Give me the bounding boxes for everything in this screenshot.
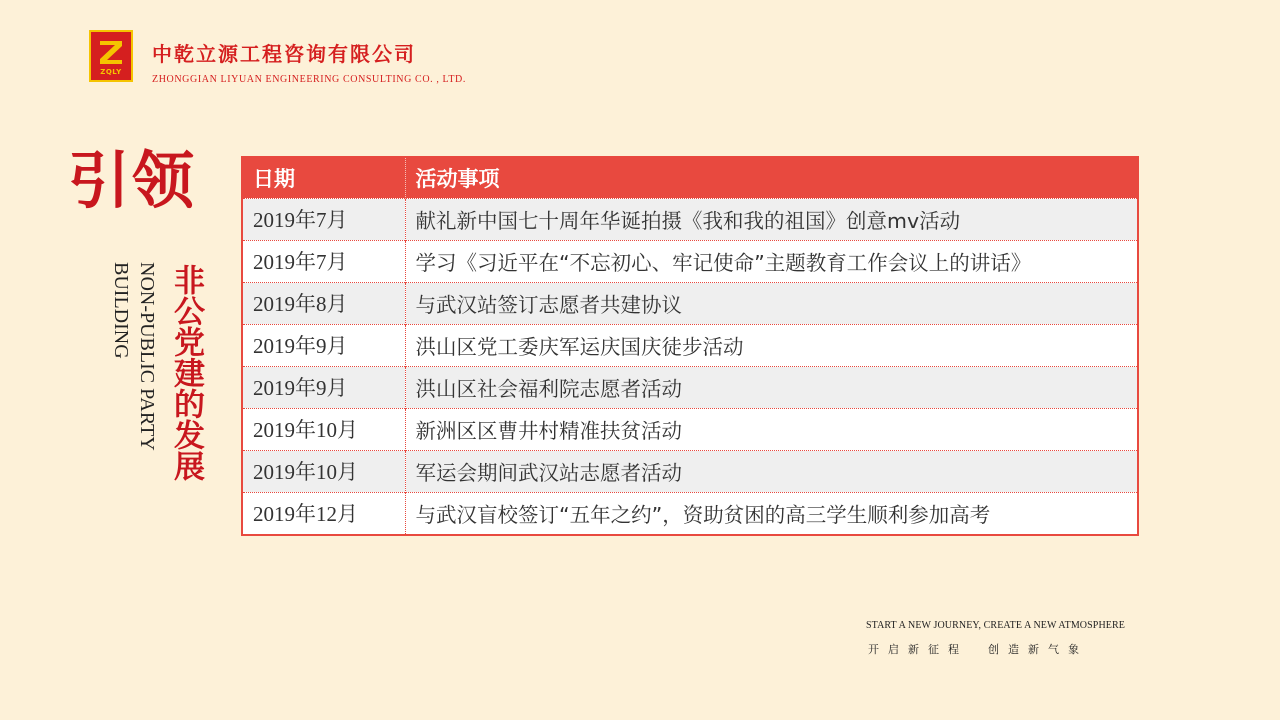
activity-table <box>241 156 1139 536</box>
row-event: 献礼新中国七十周年华诞拍摄《我和我的祖国》创意mv活动 <box>405 198 1137 240</box>
company-name-cn: 中乾立源工程咨询有限公司 <box>152 42 416 66</box>
logo-z-icon <box>96 37 126 67</box>
row-event: 军运会期间武汉站志愿者活动 <box>405 450 1137 492</box>
table-row <box>243 450 1137 492</box>
row-date: 2019年7月 <box>243 198 405 240</box>
row-event: 与武汉站签订志愿者共建协议 <box>405 282 1137 324</box>
row-event: 新洲区区曹井村精准扶贫活动 <box>405 408 1137 450</box>
section-title: 引领 <box>68 144 197 217</box>
row-date: 2019年12月 <box>243 492 405 534</box>
table-row <box>243 282 1137 324</box>
column-header-event: 活动事项 <box>405 158 1137 198</box>
row-date: 2019年7月 <box>243 240 405 282</box>
row-date: 2019年9月 <box>243 366 405 408</box>
row-date: 2019年9月 <box>243 324 405 366</box>
logo-label: ZQLY <box>100 67 122 76</box>
row-event: 洪山区党工委庆军运庆国庆徒步活动 <box>405 324 1137 366</box>
row-event: 学习《习近平在“不忘初心、牢记使命”主题教育工作会议上的讲话》 <box>405 240 1137 282</box>
table-row <box>243 324 1137 366</box>
row-event: 与武汉盲校签订“五年之约”，资助贫困的高三学生顺利参加高考 <box>405 492 1137 534</box>
slogan-en: START A NEW JOURNEY, CREATE A NEW ATMOSPHERE <box>866 620 1125 631</box>
row-event: 洪山区社会福利院志愿者活动 <box>405 366 1137 408</box>
row-date: 2019年10月 <box>243 450 405 492</box>
row-date: 2019年8月 <box>243 282 405 324</box>
table-row <box>243 492 1137 534</box>
section-subtitle-cn: 非公党建的发展 <box>168 264 204 481</box>
section-subtitle-en: NON-PUBLIC PARTY BUILDING <box>110 262 158 450</box>
table-row <box>243 240 1137 282</box>
company-logo <box>89 30 133 82</box>
table-row <box>243 408 1137 450</box>
table-row <box>243 198 1137 240</box>
slogan-cn: 开启新征程 创造新气象 <box>868 643 1088 656</box>
column-header-date: 日期 <box>243 158 405 198</box>
table-header-row <box>243 158 1137 198</box>
table-row <box>243 366 1137 408</box>
company-name-en: ZHONGGIAN LIYUAN ENGINEERING CONSULTING CO. , LTD. <box>152 74 466 85</box>
row-date: 2019年10月 <box>243 408 405 450</box>
